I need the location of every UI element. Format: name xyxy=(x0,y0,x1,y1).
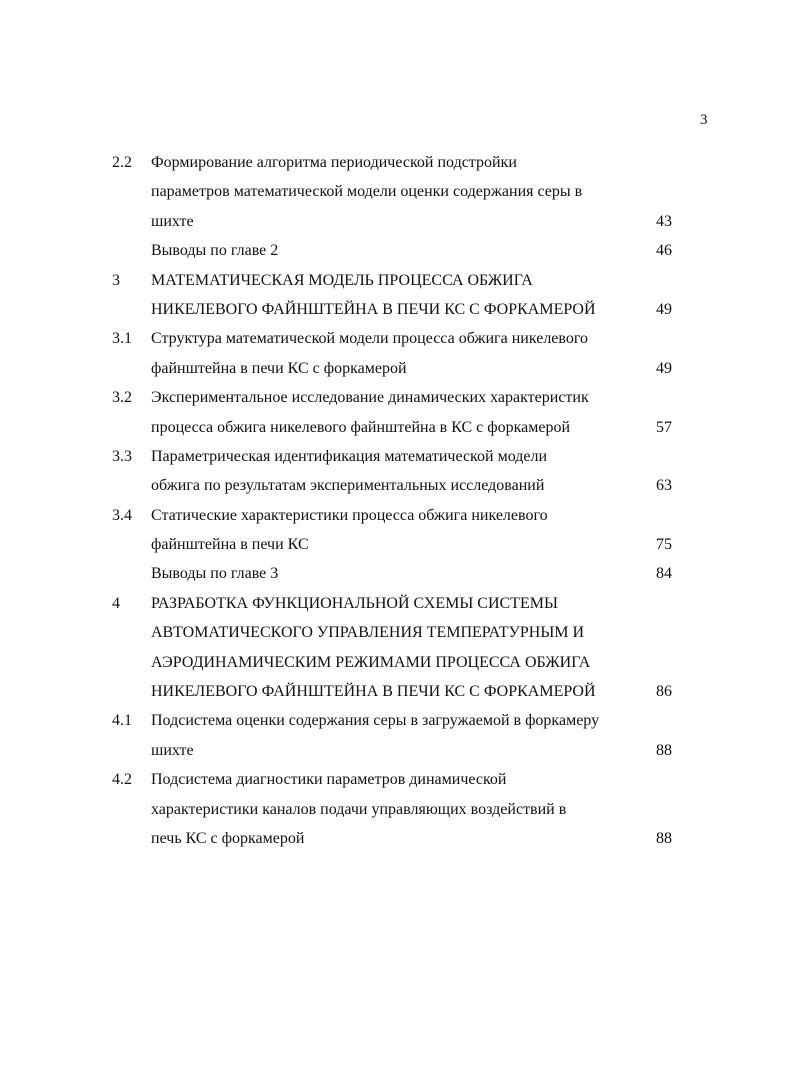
section-title-text: РАЗРАБОТКА ФУНКЦИОНАЛЬНОЙ СХЕМЫ СИСТЕМЫ xyxy=(151,594,558,612)
section-page-number: 84 xyxy=(656,565,672,583)
section-page-number: 75 xyxy=(656,536,672,554)
section-number: 2.2 xyxy=(112,154,132,171)
section-number: 3.4 xyxy=(112,506,132,524)
toc-entry-line xyxy=(0,266,794,295)
section-title-text: обжига по результатам экспериментальных исследований xyxy=(151,477,545,495)
section-number: 3.2 xyxy=(112,389,132,407)
section-title-text: АВТОМАТИЧЕСКОГО УПРАВЛЕНИЯ ТЕМПЕРАТУРНЫМ И xyxy=(151,624,585,642)
section-page-number: 49 xyxy=(656,359,672,377)
section-number: 3.3 xyxy=(112,447,132,465)
section-title-text: файнштейна в печи КС xyxy=(151,536,309,554)
toc-entry-line xyxy=(0,383,794,412)
page-number: 3 xyxy=(700,112,708,128)
section-title-text: Формирование алгоритма периодической подстройки xyxy=(151,154,517,171)
toc-entry xyxy=(0,765,794,853)
section-title-text: процесса обжига никелевого файнштейна в КС с форкамерой xyxy=(151,418,571,436)
toc-entry-line xyxy=(0,795,794,824)
section-title-text: параметров математической модели оценки содержания серы в xyxy=(151,183,583,201)
section-title-text: Выводы по главе 3 xyxy=(151,565,279,583)
section-title-text: АЭРОДИНАМИЧЕСКИМ РЕЖИМАМИ ПРОЦЕССА ОБЖИГА xyxy=(151,653,591,671)
toc-entry xyxy=(0,706,794,765)
section-page-number: 49 xyxy=(656,300,672,318)
toc-entry-line xyxy=(0,589,794,618)
toc-entry xyxy=(0,589,794,707)
section-title-text: Параметрическая идентификация математической модели xyxy=(151,447,548,465)
toc-entry-line xyxy=(0,295,794,324)
toc-entry-line xyxy=(0,442,794,471)
section-title-text: шихте xyxy=(151,212,194,230)
section-number: 4.1 xyxy=(112,712,132,730)
toc-entry xyxy=(0,324,794,383)
section-title-text: Структура математической модели процесса обжига никелевого xyxy=(151,330,589,348)
section-page-number: 88 xyxy=(656,741,672,759)
toc-entry-line xyxy=(0,765,794,794)
toc-entry-line xyxy=(0,706,794,735)
toc-entry xyxy=(0,148,794,236)
section-title-text: НИКЕЛЕВОГО ФАЙНШТЕЙНА В ПЕЧИ КС С ФОРКАМЕРОЙ xyxy=(151,300,596,318)
section-title-text: Экспериментальное исследование динамических характеристик xyxy=(151,389,589,407)
toc-entry-line xyxy=(0,471,794,500)
toc-entry-line xyxy=(0,324,794,353)
toc-entry-line xyxy=(0,236,794,265)
toc-entry xyxy=(0,501,794,560)
section-page-number: 86 xyxy=(656,683,672,701)
section-page-number: 63 xyxy=(656,477,672,495)
toc-entry-line xyxy=(0,648,794,677)
toc-entry xyxy=(0,236,794,265)
toc-entry-line xyxy=(0,177,794,206)
toc-entry xyxy=(0,383,794,442)
section-title-text: МАТЕМАТИЧЕСКАЯ МОДЕЛЬ ПРОЦЕССА ОБЖИГА xyxy=(151,271,533,289)
toc-entry-line xyxy=(0,148,794,177)
section-title-text: Подсистема оценки содержания серы в загружаемой в форкамеру xyxy=(151,712,600,730)
toc-entry-line xyxy=(0,824,794,853)
section-title-text: файнштейна в печи КС с форкамерой xyxy=(151,359,407,377)
section-number: 3.1 xyxy=(112,330,132,348)
section-number: 3 xyxy=(112,271,120,289)
section-title-text: Подсистема диагностики параметров динамической xyxy=(151,771,507,789)
section-title-text: характеристики каналов подачи управляющих воздействий в xyxy=(151,800,567,818)
section-page-number: 43 xyxy=(656,212,672,230)
toc-entry-line xyxy=(0,530,794,559)
toc-entry-line xyxy=(0,354,794,383)
toc-entry-line xyxy=(0,501,794,530)
section-page-number: 46 xyxy=(656,242,672,260)
section-number: 4 xyxy=(112,594,120,612)
section-title-text: шихте xyxy=(151,741,194,759)
table-of-contents xyxy=(0,148,794,853)
section-page-number: 88 xyxy=(656,829,672,847)
toc-entry xyxy=(0,442,794,501)
toc-entry-line xyxy=(0,618,794,647)
section-number: 4.2 xyxy=(112,771,132,789)
section-page-number: 57 xyxy=(656,418,672,436)
toc-entry-line xyxy=(0,413,794,442)
toc-entry-line xyxy=(0,207,794,236)
toc-entry-line xyxy=(0,559,794,588)
toc-entry-line xyxy=(0,677,794,706)
toc-entry-line xyxy=(0,736,794,765)
section-title-text: Статические характеристики процесса обжига никелевого xyxy=(151,506,548,524)
toc-entry xyxy=(0,266,794,325)
section-title-text: Выводы по главе 2 xyxy=(151,242,279,260)
toc-entry xyxy=(0,559,794,588)
section-title-text: печь КС с форкамерой xyxy=(151,829,305,847)
section-title-text: НИКЕЛЕВОГО ФАЙНШТЕЙНА В ПЕЧИ КС С ФОРКАМЕРОЙ xyxy=(151,683,596,701)
